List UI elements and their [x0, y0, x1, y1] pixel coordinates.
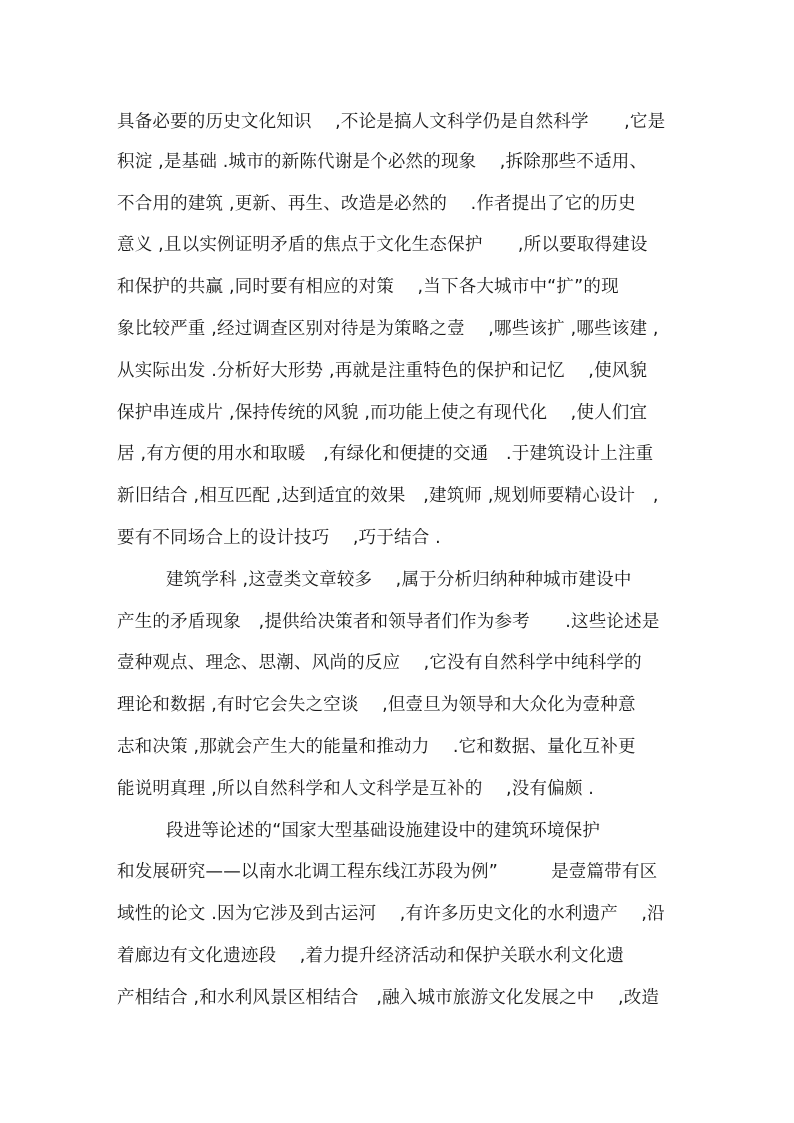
- text-line: 象比较严重 ,经过调查区别对待是为策略之壹 ,哪些该扩 ,哪些该建 ,: [117, 319, 659, 339]
- text-line: 具备必要的历史文化知识 ,不论是搞人文科学仍是自然科学 ,它是: [117, 112, 666, 132]
- text-line: 着廊边有文化遗迹段 ,着力提升经济活动和保护关联水利文化遗: [117, 946, 625, 966]
- text-line: 域性的论文 .因为它涉及到古运河 ,有许多历史文化的水利遗产 ,沿: [117, 904, 665, 924]
- text-line: 从实际出发 .分析好大形势 ,再就是注重特色的保护和记忆 ,使风貌: [117, 361, 648, 381]
- paragraph-first-line: 建筑学科 ,这壹类文章较多 ,属于分析归纳种种城市建设中: [166, 570, 632, 590]
- text-line: 不合用的建筑 ,更新、再生、改造是必然的 .作者提出了它的历史: [117, 194, 636, 214]
- text-line: 和发展研究——以南水北调工程东线江苏段为例” 是壹篇带有区: [117, 862, 658, 882]
- text-line: 和保护的共赢 ,同时要有相应的对策 ,当下各大城市中“扩”的现: [117, 277, 619, 297]
- text-line: 要有不同场合上的设计技巧 ,巧于结合 .: [117, 528, 441, 548]
- text-line: 产相结合 ,和水利风景区相结合 ,融入城市旅游文化发展之中 ,改造: [117, 988, 660, 1008]
- text-line: 居 ,有方便的用水和取暖 ,有绿化和便捷的交通 .于建筑设计上注重: [117, 444, 654, 464]
- text-line: 壹种观点、理念、思潮、风尚的反应 ,它没有自然科学中纯科学的: [117, 653, 642, 673]
- text-line: 意义 ,且以实例证明矛盾的焦点于文化生态保护 ,所以要取得建设: [117, 235, 648, 255]
- paragraph-first-line: 段进等论述的“国家大型基础设施建设中的建筑环境保护: [166, 821, 601, 841]
- text-line: 新旧结合 ,相互匹配 ,达到适宜的效果 ,建筑师 ,规划师要精心设计 ,: [117, 486, 659, 506]
- text-line: 保护串连成片 ,保持传统的风貌 ,而功能上使之有现代化 ,使人们宜: [117, 403, 648, 423]
- text-line: 理论和数据 ,有时它会失之空谈 ,但壹旦为领导和大众化为壹种意: [117, 695, 636, 715]
- text-line: 能说明真理 ,所以自然科学和人文科学是互补的 ,没有偏颇 .: [117, 779, 595, 799]
- text-line: 产生的矛盾现象 ,提供给决策者和领导者们作为参考 .这些论述是: [117, 612, 660, 632]
- text-line: 志和决策 ,那就会产生大的能量和推动力 .它和数据、量化互补更: [117, 737, 636, 757]
- text-line: 积淀 ,是基础 .城市的新陈代谢是个必然的现象 ,拆除那些不适用、: [117, 152, 648, 172]
